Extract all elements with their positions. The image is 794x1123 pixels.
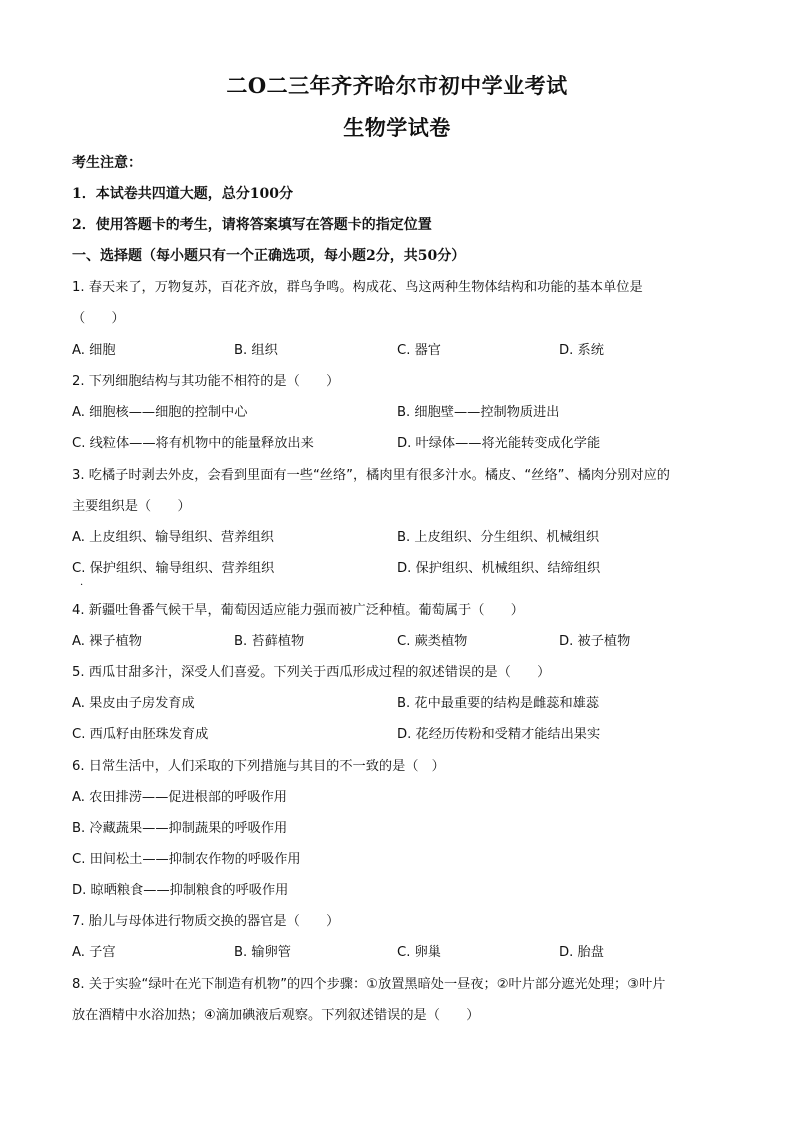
question-3-option-a: A. 上皮组织、输导组织、营养组织 [72,530,274,545]
question-3-stem: 3. 吃橘子时剥去外皮，会看到里面有一些“丝络”，橘肉里有很多汁水。橘皮、“丝络”、橘肉分别对应的 [72,468,670,483]
question-3-stem-cont: 主要组织是（ ） [72,499,191,514]
question-4-option-b: B. 苔藓植物 [234,634,305,649]
exam-subtitle: 生物学试卷 [343,115,451,140]
question-6-stem: 6. 日常生活中，人们采取的下列措施与其目的不一致的是（ ） [72,759,445,774]
question-4-stem: 4. 新疆吐鲁番气候干旱，葡萄因适应能力强而被广泛种植。葡萄属于（ ） [72,603,524,618]
question-6-option-b: B. 冷藏蔬果——抑制蔬果的呼吸作用 [72,821,288,836]
exam-title: 二O二三年齐齐哈尔市初中学业考试 [226,73,568,98]
question-3-option-c: C. 保护组织、输导组织、营养组织 [72,561,275,576]
question-2-option-d: D. 叶绿体——将光能转变成化学能 [397,436,601,451]
question-5-option-a: A. 果皮由子房发育成 [72,696,195,711]
notice-heading: 考生注意： [72,155,142,171]
question-7-stem: 7. 胎儿与母体进行物质交换的器官是（ ） [72,914,340,929]
question-5-stem: 5. 西瓜甘甜多汁，深受人们喜爱。下列关于西瓜形成过程的叙述错误的是（ ） [72,665,551,680]
question-2-option-c: C. 线粒体——将有机物中的能量释放出来 [72,436,314,451]
question-1-option-d: D. 系统 [559,343,604,358]
question-4-option-d: D. 被子植物 [559,634,631,649]
question-7-option-a: A. 子宫 [72,945,116,960]
section-heading: 一、选择题（每小题只有一个正确选项，每小题2分，共50分） [72,248,466,264]
question-6-option-d: D. 晾晒粮食——抑制粮食的呼吸作用 [72,883,289,898]
question-1-option-a: A. 细胞 [72,343,116,358]
question-5-option-b: B. 花中最重要的结构是雌蕊和雄蕊 [397,696,600,711]
question-7-option-d: D. 胎盘 [559,945,604,960]
question-7-option-b: B. 输卵管 [234,945,291,960]
question-1-stem-cont: （ ） [72,311,125,326]
question-1-option-b: B. 组织 [234,343,278,358]
notice-item-2: 2．使用答题卡的考生，请将答案填写在答题卡的指定位置 [72,217,432,233]
question-2-option-b: B. 细胞壁——控制物质进出 [397,405,560,420]
question-1-stem: 1. 春天来了，万物复苏，百花齐放，群鸟争鸣。构成花、鸟这两种生物体结构和功能的基本单位是 [72,280,643,295]
question-4-option-a: A. 裸子植物 [72,634,142,649]
question-6-option-c: C. 田间松土——抑制农作物的呼吸作用 [72,852,301,867]
question-5-option-c: C. 西瓜籽由胚珠发育成 [72,727,209,742]
question-4-option-c: C. 蕨类植物 [397,634,468,649]
question-2-option-a: A. 细胞核——细胞的控制中心 [72,405,248,420]
question-8-stem: 8. 关于实验“绿叶在光下制造有机物”的四个步骤：①放置黑暗处一昼夜；②叶片部分遮光处理；③叶片 [72,977,666,992]
question-3-option-b: B. 上皮组织、分生组织、机械组织 [397,530,600,545]
notice-item-1: 1．本试卷共四道大题，总分100分 [72,186,293,202]
question-8-stem-cont: 放在酒精中水浴加热；④滴加碘液后观察。下列叙述错误的是（ ） [72,1008,480,1023]
question-6-option-a: A. 农田排涝——促进根部的呼吸作用 [72,790,287,805]
question-5-option-d: D. 花经历传粉和受精才能结出果实 [397,727,601,742]
question-7-option-c: C. 卵巢 [397,945,441,960]
question-3-option-d: D. 保护组织、机械组织、结缔组织 [397,561,601,576]
question-2-stem: 2. 下列细胞结构与其功能不相符的是（ ） [72,374,340,389]
question-1-option-c: C. 器官 [397,343,441,358]
stray-mark: · [80,580,84,591]
